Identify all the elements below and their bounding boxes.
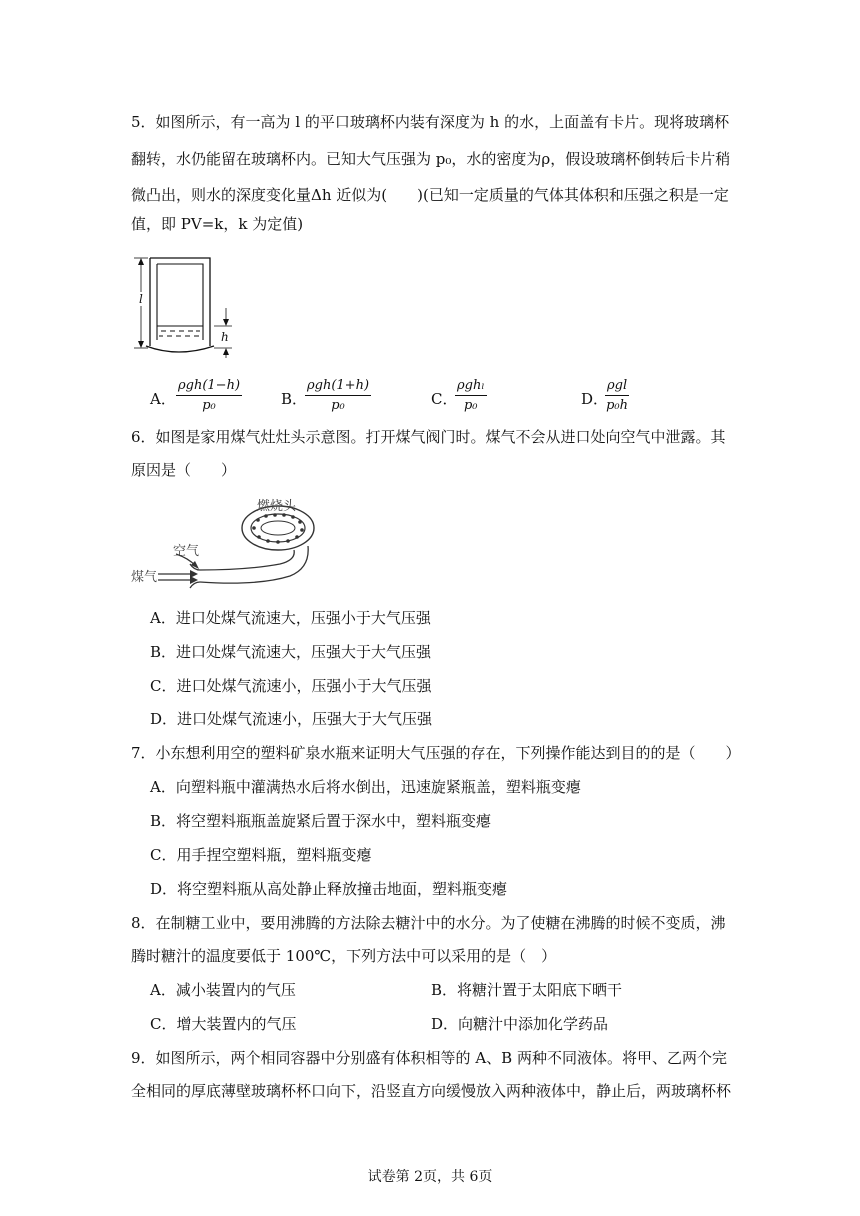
q5-option-d-denominator: p₀h [606,398,629,413]
q6-figure-label-air: 空气 [173,544,200,559]
q5-option-a-denominator: p₀ [202,398,216,413]
q8-option-b: B．将糖汁置于太阳底下晒干 [431,981,623,999]
q5-option-a-fraction [176,378,242,413]
q5-option-c-numerator: ρghₗ [455,378,487,396]
page-footer: 试卷第 2页，共 6页 [367,1169,493,1185]
q8-line-1: 8．在制糖工业中，要用沸腾的方法除去糖汁中的水分。为了使糖在沸腾的时候不变质，沸 [131,914,726,932]
q5-line-1: 5．如图所示，有一高为 l 的平口玻璃杯内装有深度为 h 的水，上面盖有卡片。现将玻璃杯 [131,113,730,131]
q6-stove-figure [128,490,328,590]
q7-option-c: C．用手捏空塑料瓶，塑料瓶变瘪 [150,846,372,864]
q5-line-4: 值，即 PV=k，k 为定值) [131,215,304,233]
q5-option-c-label: C． [431,390,458,408]
q5-option-a-numerator: ρgh(1−h) [176,378,242,396]
q8-option-a: A．减小装置内的气压 [150,981,296,999]
q9-line-1: 9．如图所示，两个相同容器中分别盛有体积相等的 A、B 两种不同液体。将甲、乙两个完 [131,1049,727,1067]
q5-option-b-denominator: p₀ [331,398,345,413]
q8-option-c: C．增大装置内的气压 [150,1015,297,1033]
q6-figure-label-gas: 煤气 [131,570,158,585]
q5-option-d-numerator: ρgl [605,378,629,396]
q7-line-1: 7．小东想利用空的塑料矿泉水瓶来证明大气压强的存在，下列操作能达到目的的是（ ） [131,744,741,762]
q5-figure-label-l: l [139,292,143,306]
q6-line-1: 6．如图是家用煤气灶灶头示意图。打开煤气阀门时。煤气不会从进口处向空气中泄露。其 [131,428,726,446]
q7-option-a: A．向塑料瓶中灌满热水后将水倒出，迅速旋紧瓶盖，塑料瓶变瘪 [150,778,581,796]
q5-option-b-numerator: ρgh(1+h) [305,378,371,396]
q5-line-2: 翻转，水仍能留在玻璃杯内。已知大气压强为 p₀，水的密度为ρ，假设玻璃杯倒转后卡片稍 [131,150,731,168]
q6-option-b: B．进口处煤气流速大，压强大于大气压强 [150,643,432,661]
q7-option-d: D．将空塑料瓶从高处静止释放撞击地面，塑料瓶变瘪 [150,880,508,898]
q5-option-a-label: A． [150,390,176,408]
q6-line-2: 原因是（ ） [131,461,237,479]
q6-option-c: C．进口处煤气流速小，压强小于大气压强 [150,677,432,695]
q5-figure-label-h: h [221,330,229,344]
q5-option-d-label: D． [581,390,609,408]
q6-option-d: D．进口处煤气流速小，压强大于大气压强 [150,710,433,728]
q8-option-d: D．向糖汁中添加化学药品 [431,1015,609,1033]
q6-option-a: A．进口处煤气流速大，压强小于大气压强 [150,609,431,627]
q5-option-c-fraction [455,378,487,413]
q7-option-b: B．将空塑料瓶瓶盖旋紧后置于深水中，塑料瓶变瘪 [150,812,492,830]
q9-line-2: 全相同的厚底薄壁玻璃杯杯口向下，沿竖直方向缓慢放入两种液体中，静止后，两玻璃杯杯 [131,1082,732,1100]
q5-line-3: 微凸出，则水的深度变化量Δh 近似为( )(已知一定质量的气体其体积和压强之积是一定 [131,186,729,204]
q6-figure-label-burner: 燃烧头 [257,499,297,514]
q5-option-c-denominator: p₀ [463,398,478,413]
q5-option-b-fraction [305,378,371,413]
q8-line-2: 腾时糖汁的温度要低于 100℃，下列方法中可以采用的是（ ） [131,947,557,965]
q5-option-d-fraction [605,378,629,413]
q5-option-b-label: B． [281,390,308,408]
